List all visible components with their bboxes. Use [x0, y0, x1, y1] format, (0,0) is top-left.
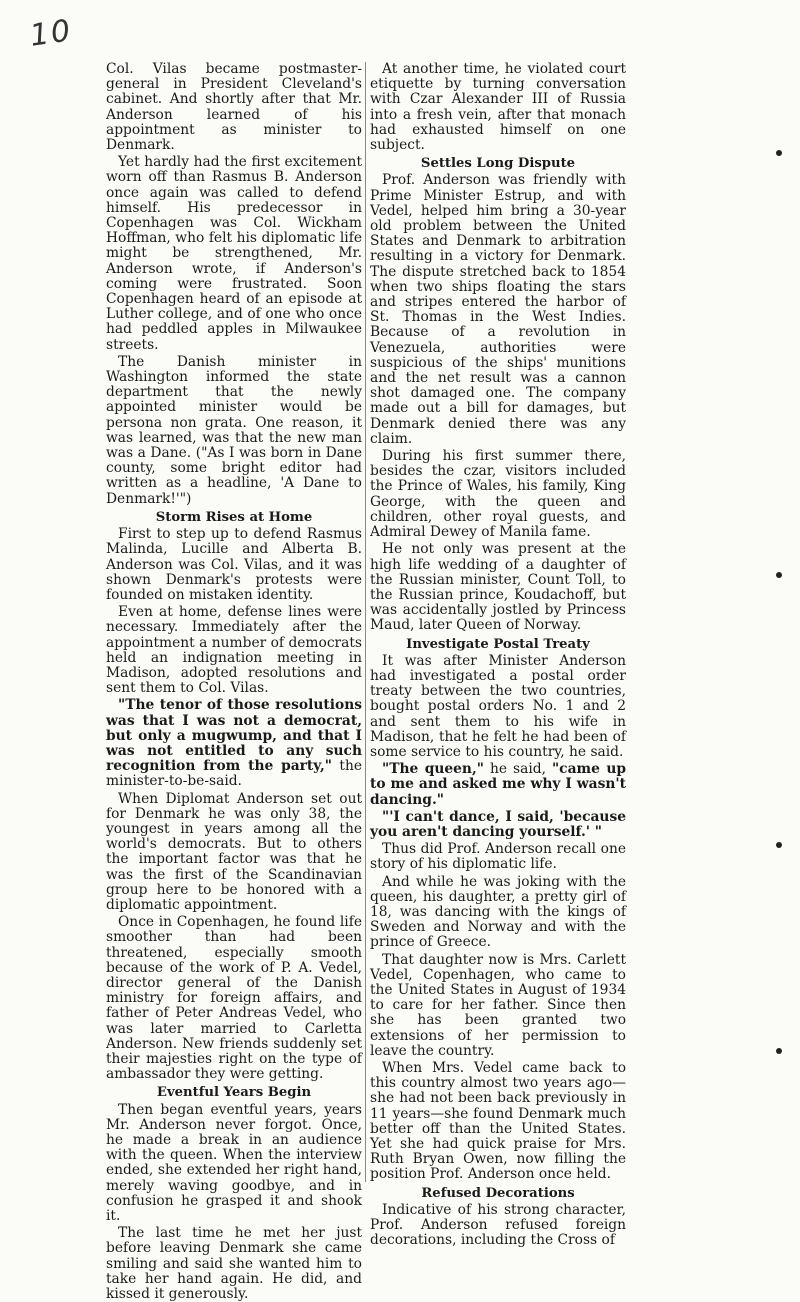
body-paragraph: At another time, he violated court etiquette by turning conversation with Czar Alexander III of Russia into a fresh vein, after that monach had exhausted himself on one subject.	[370, 61, 626, 154]
quote-text: "The tenor of those resolutions was that I was not a democrat, but only a mugwump, and that I was not entitled to any such recognition from the party,"	[106, 697, 362, 775]
left-column	[106, 61, 363, 1302]
body-paragraph: It was after Minister Anderson had investigated a postal order treaty between the two countries, bought postal orders No. 1 and 2 and sent them to his wife in Madison, that he felt he had been of some service to his country, he said.	[370, 652, 626, 760]
body-paragraph: Col. Vilas became postmaster-general in President Cleveland's cabinet. And shortly after that Mr. Anderson learned of his appointment as minister to Denmark.	[106, 61, 362, 154]
body-paragraph: When Mrs. Vedel came back to this country almost two years ago— she had not been back previously in 11 years—she found Denmark much better off than the United States. Yet she had quick praise for Mrs. Ruth Bryan Owen, now filling the position Prof. Anderson once held.	[370, 1060, 626, 1183]
margin-dot	[776, 150, 782, 156]
body-paragraph: Thus did Prof. Anderson recall one story of his diplomatic life.	[370, 841, 626, 873]
section-heading: Settles Long Dispute	[420, 156, 576, 172]
quote-paragraph	[370, 762, 626, 808]
body-paragraph: And while he was joking with the queen, his daughter, a pretty girl of 18, was dancing with the kings of Sweden and Norway and with the prince of Greece.	[370, 873, 626, 951]
quote-text: "The queen,"	[382, 761, 484, 778]
body-paragraph: Indicative of his strong character, Prof. Anderson refused foreign decorations, including the Cross of	[370, 1201, 626, 1249]
body-paragraph: Yet hardly had the first excitement worn off than Rasmus B. Anderson once again was called to defend himself. His predecessor in Copenhagen was Col. Wickham Hoffman, who felt his diplomatic life might be strengthened, Mr. Anderson wrote, if Anderson's coming were frustrated. Soon Copenhagen heard of an episode at Luther college, and of one who once had peddled apples in Milwaukee streets.	[106, 154, 362, 353]
body-paragraph: Prof. Anderson was friendly with Prime Minister Estrup, and with Vedel, helped him bring a 30-year old problem between the United States and Denmark to arbitration resulting in a victory for Denmark. The dispute stretched back to 1854 when two ships floating the stars and stripes entered the harbor of St. Thomas in the West Indies. Because of a revolution in Venezuela, authorities were suspicious of the ships' munitions and the net result was a cannon shot damaged one. The company made out a bill for damages, but Denmark denied there was any claim.	[370, 172, 626, 447]
attribution-text: he said,	[483, 761, 552, 778]
margin-dot	[776, 1048, 782, 1054]
section-heading: Refused Decorations	[421, 1185, 575, 1201]
body-paragraph: The Danish minister in Washington informed the state department that the newly appointed minister would be persona non grata. One reason, it was learned, was that the new man was a Dane. ("As I was born in Dane county, some bright editor had written as a headline, 'A Dane to Denmark!'")	[106, 353, 362, 507]
body-paragraph: During his first summer there, besides the czar, visitors included the Prince of Wales, his family, King George, with the queen and children, other royal guests, and Admiral Dewey of Manila fame.	[370, 448, 626, 541]
quote-paragraph	[106, 698, 362, 789]
attribution-text: the minister-to-be-said.	[106, 758, 363, 790]
right-column	[370, 61, 626, 1249]
article-columns	[106, 61, 630, 1302]
section-heading: Eventful Years Begin	[156, 1085, 312, 1101]
margin-dot	[776, 572, 782, 578]
section-heading: Investigate Postal Treaty	[406, 636, 590, 652]
body-paragraph: That daughter now is Mrs. Carlett Vedel, Copenhagen, who came to the United States in August of 1934 to care for her father. Since then she has been granted two extensions of her permission to leave the country.	[370, 951, 626, 1059]
column-divider	[365, 62, 366, 1182]
body-paragraph: Then began eventful years, years Mr. Anderson never forgot. Once, he made a break in an audience with the queen. When the interview ended, she extended her right hand, merely waving goodbye, and in confusion he grasped it and shook it.	[106, 1101, 362, 1225]
quote-text: "came up to me and asked me why I wasn't dancing."	[370, 761, 626, 808]
body-paragraph: When Diplomat Anderson set out for Denmark he was only 38, the youngest in years among all the world's democrats. But to others the important factor was that he was the first of the Scandinavian group here to be honored with a diplomatic appointment.	[106, 790, 362, 913]
body-paragraph: Once in Copenhagen, he found life smoother than had been threatened, especially smooth because of the work of P. A. Vedel, director general of the Danish ministry for foreign affairs, and father of Peter Andreas Vedel, who was later married to Carletta Anderson. New friends suddenly set their majesties right on the type of ambassador they were getting.	[106, 914, 362, 1083]
body-paragraph: The last time he met her just before leaving Denmark she came smiling and said she wanted him to take her hand again. He did, and kissed it generously.	[106, 1225, 362, 1302]
body-paragraph: He not only was present at the high life wedding of a daughter of the Russian minister, Count Toll, to the Russian prince, Koudachoff, but was accidentally jostled by Princess Maud, later Queen of Norway.	[370, 541, 626, 634]
body-paragraph: Even at home, defense lines were necessary. Immediately after the appointment a number of democrats held an indignation meeting in Madison, adopted resolutions and sent them to Col. Vilas.	[106, 604, 362, 697]
quote-paragraph: "'I can't dance, I said, 'because you aren't dancing yourself.' "	[370, 808, 626, 840]
margin-dot	[776, 842, 782, 848]
page-number: 10	[27, 13, 75, 54]
section-heading: Storm Rises at Home	[155, 509, 313, 525]
body-paragraph: First to step up to defend Rasmus Malinda, Lucille and Alberta B. Anderson was Col. Vilas, and it was shown Denmark's protests were founded on mistaken identity.	[106, 526, 362, 603]
